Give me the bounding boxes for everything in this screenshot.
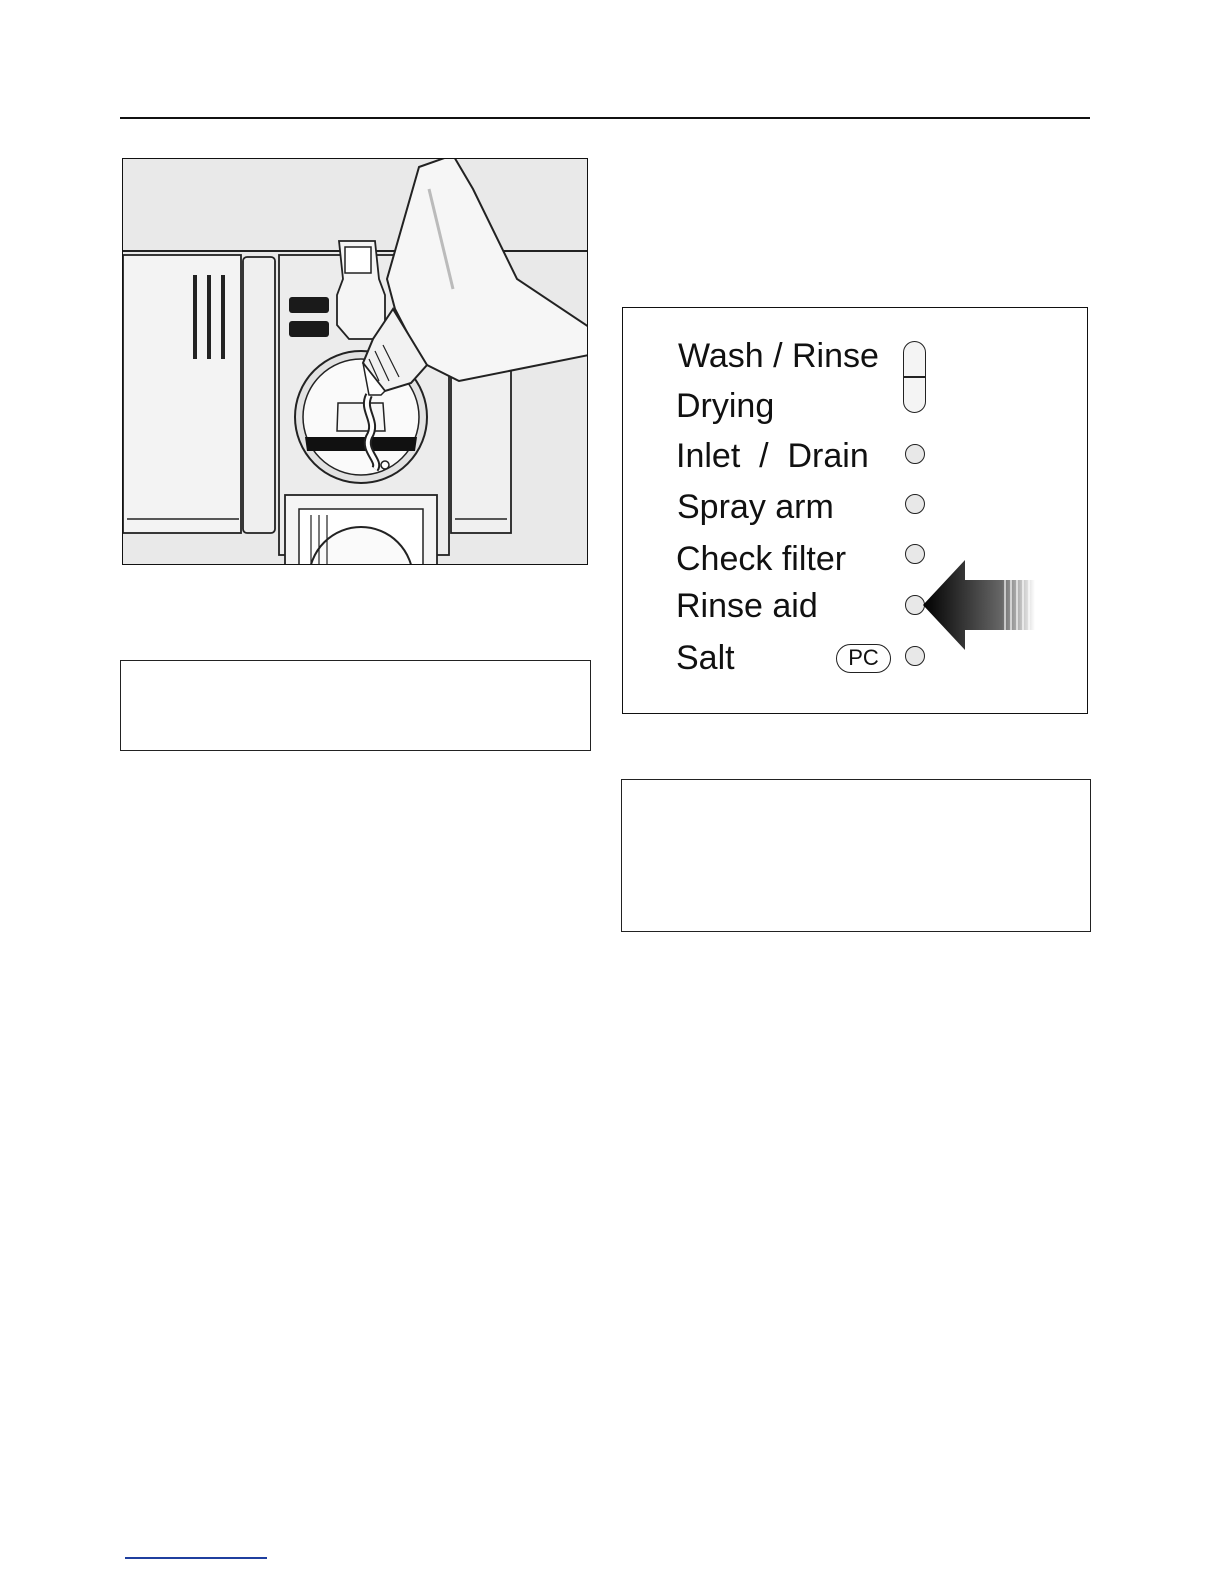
label-rinse-aid: Rinse aid (676, 587, 818, 625)
indicator-panel (622, 307, 1088, 714)
label-check-filter: Check filter (676, 540, 847, 578)
indicator-divider (904, 376, 925, 378)
note-box-left (120, 660, 591, 751)
footer-link-underline (125, 1557, 267, 1559)
wash-rinse-drying-indicator (903, 341, 926, 413)
label-spray-arm: Spray arm (677, 488, 834, 526)
note-box-right (621, 779, 1091, 932)
label-drying: Drying (676, 387, 775, 425)
arrow-left-icon (921, 558, 1037, 652)
spray-arm-indicator (905, 494, 925, 514)
pc-badge: PC (836, 644, 891, 673)
rinse-aid-filling-illustration (122, 158, 588, 565)
label-inlet-drain: Inlet / Drain (676, 437, 869, 475)
label-salt: Salt (676, 639, 735, 677)
header-rule (120, 117, 1090, 119)
label-wash-rinse: Wash / Rinse (678, 337, 879, 375)
inlet-drain-indicator (905, 444, 925, 464)
